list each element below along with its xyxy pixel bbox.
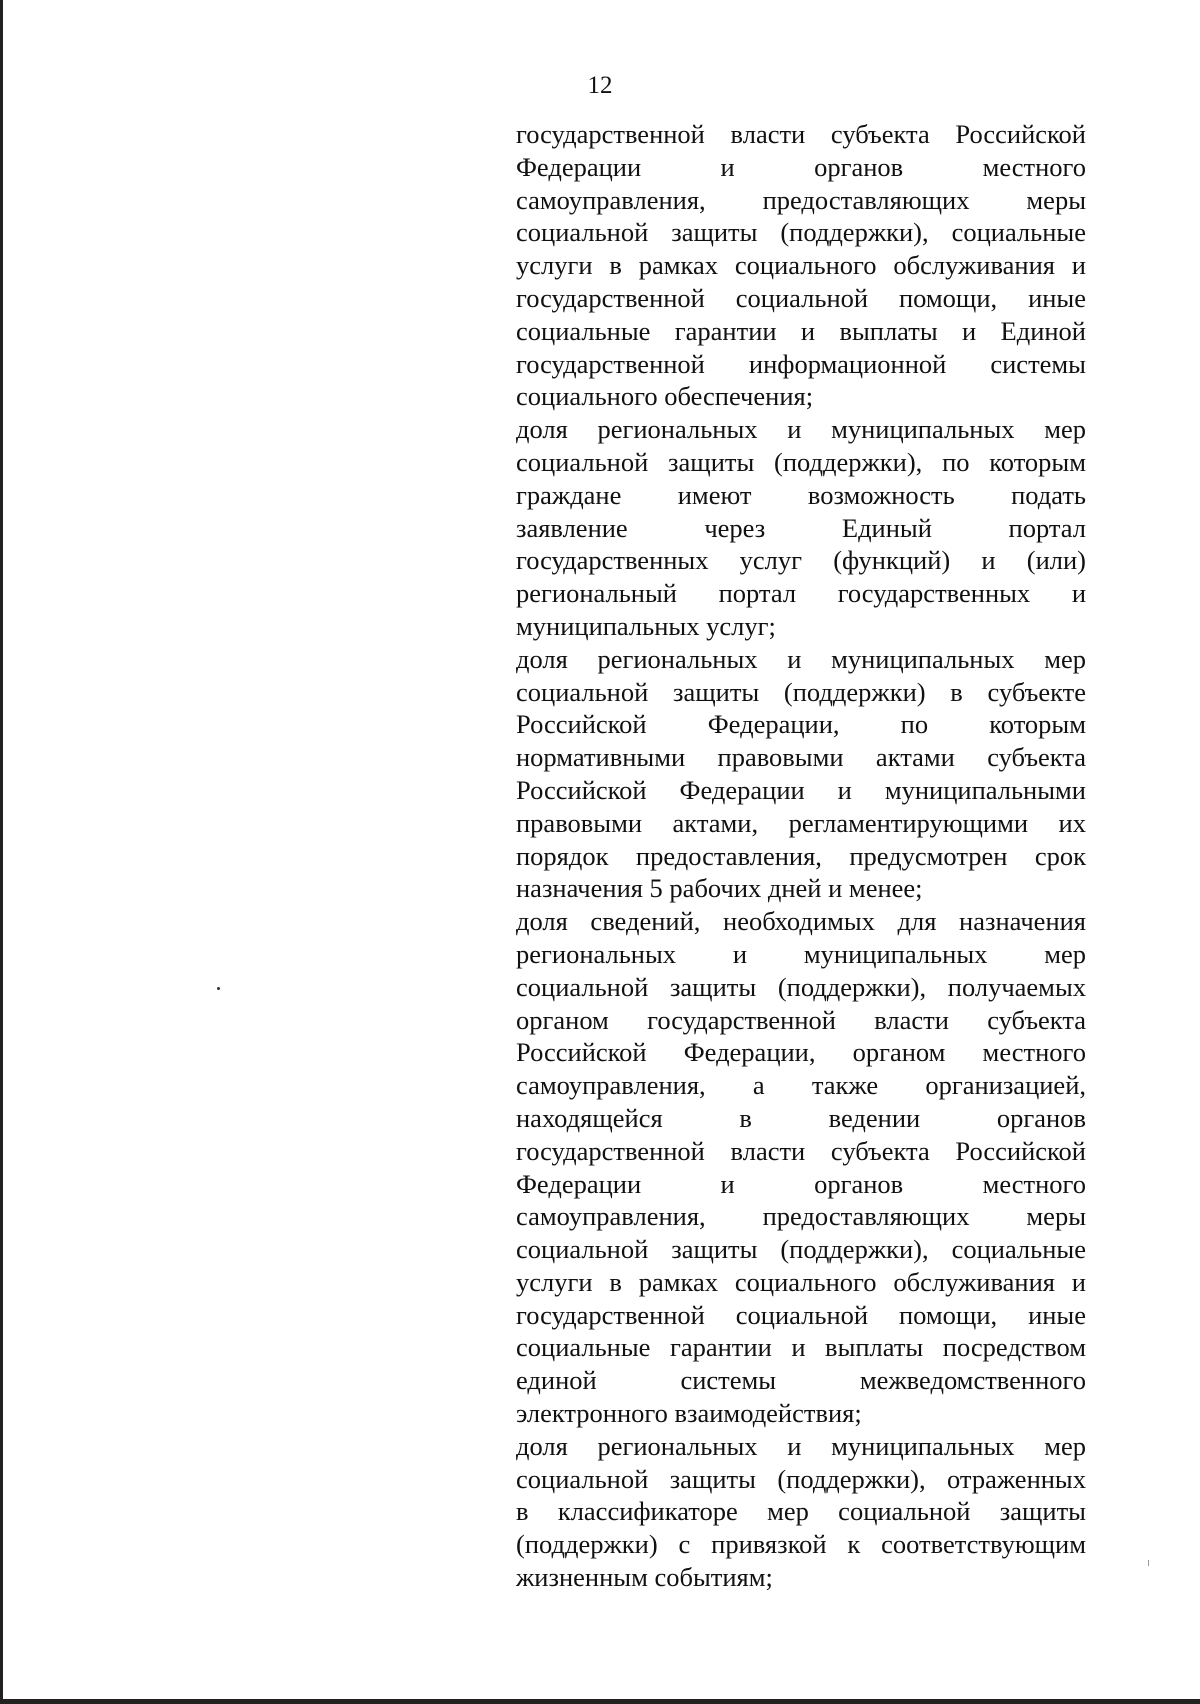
scan-bottom-border [0,1699,1200,1704]
text-line: социальной защиты (поддержки) в субъекте [516,676,1086,707]
text-line: социальной защиты (поддержки), социальные [516,217,1086,248]
text-line: нормативными правовыми актами субъекта [516,742,1086,773]
text-line: доля сведений, необходимых для назначения [516,906,1086,937]
text-line: региональный портал государственных и [516,578,1086,609]
text-line: жизненным событиям; [516,1562,773,1593]
text-column [516,118,1086,1594]
text-line: услуги в рамках социального обслуживания и [516,250,1086,281]
text-line: социальной защиты (поддержки), социальные [516,1234,1086,1265]
text-line: государственной социальной помощи, иные [516,1299,1086,1330]
scan-speck [217,987,220,990]
text-line: государственной социальной помощи, иные [516,282,1086,313]
paragraph-indicator [516,1430,1086,1594]
paragraph-indicator [516,643,1086,905]
text-line: доля региональных и муниципальных мер [516,1430,1086,1461]
text-line: правовыми актами, регламентирующими их [516,807,1086,838]
text-line: (поддержки) с привязкой к соответствующим [516,1529,1086,1560]
text-line: доля региональных и муниципальных мер [516,643,1086,674]
text-line: Федерации и органов местного [516,1168,1086,1199]
text-line: заявление через Единый портал [516,512,1086,543]
text-line: в классификаторе мер социальной защиты [516,1496,1086,1527]
paragraph-indicator [516,413,1086,643]
text-line: Федерации и органов местного [516,151,1086,182]
text-line: порядок предоставления, предусмотрен срок [516,840,1086,871]
text-line: назначения 5 рабочих дней и менее; [516,873,923,904]
scan-speck [1148,1560,1149,1566]
text-line: социальной защиты (поддержки), отраженных [516,1463,1086,1494]
text-line: граждане имеют возможность подать [516,479,1086,510]
text-line: государственной власти субъекта Российской [516,1135,1086,1166]
paragraph-continuation [516,118,1086,413]
text-line: социальной защиты (поддержки), получаемых [516,971,1086,1002]
text-line: социального обеспечения; [516,381,814,412]
text-line: единой системы межведомственного [516,1365,1086,1396]
scan-left-border [0,0,3,1704]
text-line: государственной власти субъекта Российской [516,119,1086,149]
text-line: Российской Федерации, органом местного [516,1037,1086,1068]
text-line: социальные гарантии и выплаты посредством [516,1332,1086,1363]
text-line: самоуправления, предоставляющих меры [516,1201,1086,1232]
text-line: находящейся в ведении органов [516,1102,1086,1133]
text-line: муниципальных услуг; [516,610,776,641]
text-line: самоуправления, а также организацией, [516,1070,1086,1101]
text-line: Российской Федерации и муниципальными [516,774,1086,805]
text-line: электронного взаимодействия; [516,1398,862,1429]
text-line: региональных и муниципальных мер [516,938,1086,969]
text-line: Российской Федерации, по которым [516,709,1086,740]
text-line: самоуправления, предоставляющих меры [516,184,1086,215]
text-line: государственных услуг (функций) и (или) [516,545,1086,576]
text-line: услуги в рамках социального обслуживания и [516,1266,1086,1297]
text-line: доля региональных и муниципальных мер [516,414,1086,445]
text-line: государственной информационной системы [516,348,1086,379]
text-line: социальной защиты (поддержки), по которым [516,446,1086,477]
text-line: социальные гарантии и выплаты и Единой [516,315,1086,346]
paragraph-indicator [516,905,1086,1430]
text-line: органом государственной власти субъекта [516,1004,1086,1035]
page-number: 12 [587,72,613,99]
